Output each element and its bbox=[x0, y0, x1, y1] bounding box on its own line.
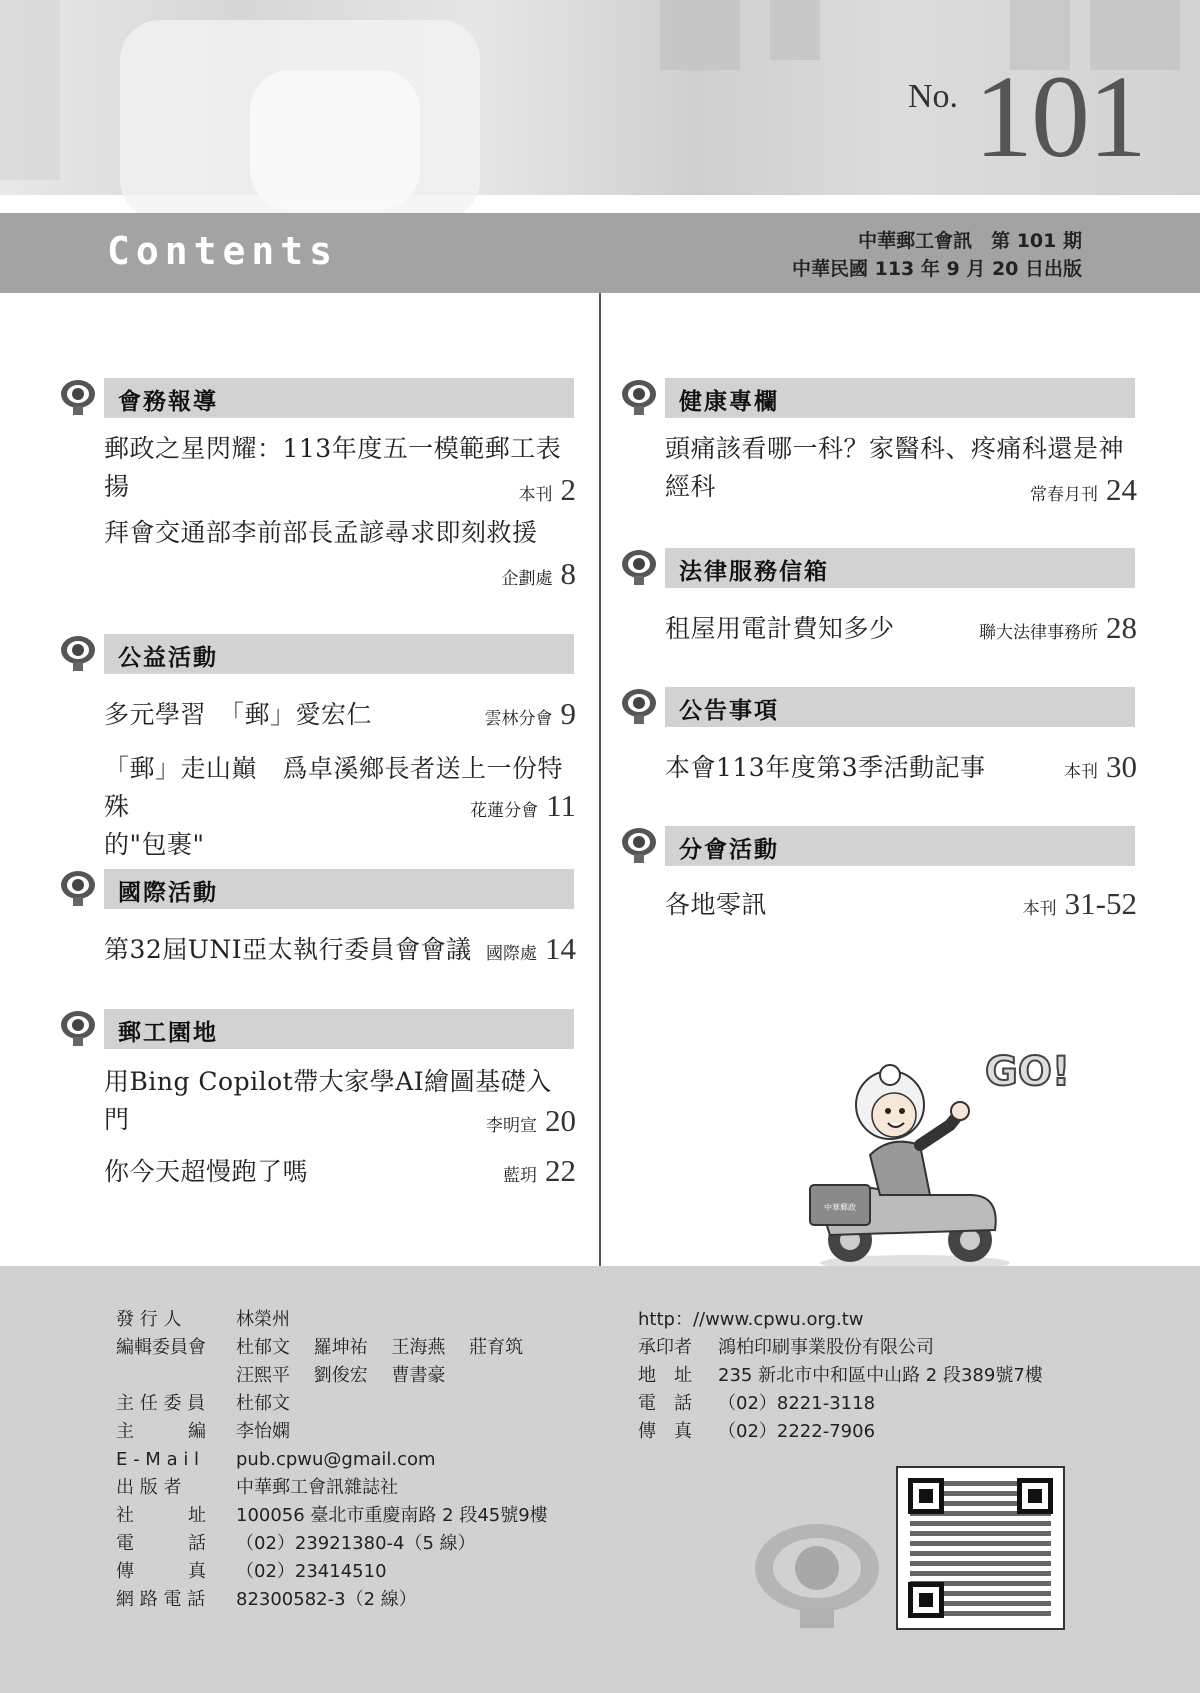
section-header bbox=[60, 869, 580, 909]
article-title: 各地零訊 bbox=[665, 890, 768, 919]
info-value: （02）23921380-4（5 線） bbox=[236, 1533, 476, 1554]
section-heading: 國際活動 bbox=[118, 880, 218, 906]
article-meta bbox=[979, 610, 1137, 646]
article-meta bbox=[470, 788, 576, 824]
article-title: 「郵」走山巔 爲卓溪鄉長者送上一份特殊 bbox=[104, 754, 564, 821]
info-label: E - M a i l bbox=[116, 1449, 200, 1470]
section-heading: 健康專欄 bbox=[679, 389, 779, 415]
article-entry[interactable] bbox=[104, 931, 576, 975]
publisher-info bbox=[116, 1306, 548, 1614]
box-label: 中華郵政 bbox=[824, 1203, 856, 1212]
section-bar bbox=[104, 1009, 574, 1049]
article-title-line2: 的"包裹" bbox=[104, 830, 205, 859]
section-header bbox=[60, 378, 580, 418]
article-meta bbox=[503, 1153, 576, 1189]
issue-no-value: 101 bbox=[974, 51, 1145, 182]
printer-info bbox=[638, 1306, 1043, 1446]
info-value: 235 新北市中和區中山路 2 段389號7樓 bbox=[718, 1365, 1043, 1386]
info-label: 社 址 bbox=[116, 1505, 206, 1526]
info-row bbox=[116, 1502, 548, 1530]
section-header bbox=[60, 634, 580, 674]
article-title: 本會113年度第3季活動記事 bbox=[665, 753, 986, 782]
qr-finder bbox=[908, 1478, 944, 1514]
article-meta bbox=[485, 696, 577, 732]
article-entry[interactable] bbox=[665, 749, 1137, 793]
article-source: 李明宣 bbox=[486, 1116, 537, 1136]
article-page: 11 bbox=[546, 788, 576, 823]
issue-meta-line2: 中華民國 113 年 9 月 20 日出版 bbox=[791, 258, 1082, 280]
article-page: 31-52 bbox=[1064, 886, 1137, 921]
section-bar bbox=[665, 687, 1135, 727]
info-value: 李怡嫻 bbox=[236, 1421, 290, 1442]
union-logo-icon bbox=[752, 1520, 882, 1630]
article-title: 多元學習 「郵」愛宏仁 bbox=[104, 700, 373, 729]
union-logo-icon bbox=[621, 548, 657, 586]
section-postal-garden bbox=[60, 1009, 580, 1188]
info-value: 中華郵工會訊雜誌社 bbox=[236, 1477, 398, 1498]
section-bar bbox=[104, 869, 574, 909]
info-row bbox=[116, 1586, 548, 1614]
article-source: 藍玥 bbox=[503, 1166, 537, 1186]
article-entry[interactable] bbox=[104, 514, 576, 594]
website-link[interactable]: //www.cpwu.org.tw bbox=[692, 1309, 864, 1330]
qr-finder bbox=[1017, 1478, 1053, 1514]
info-label: 傳 真 bbox=[116, 1561, 206, 1582]
article-source: 本刊 bbox=[1022, 899, 1057, 919]
info-label: 傳 真 bbox=[638, 1421, 692, 1442]
article-entry[interactable] bbox=[665, 610, 1137, 654]
issue-no-label: No. bbox=[907, 78, 958, 115]
window-shape bbox=[660, 0, 740, 70]
info-row bbox=[116, 1306, 548, 1334]
issue-meta bbox=[792, 227, 1082, 283]
section-header bbox=[621, 687, 1141, 727]
article-entry[interactable] bbox=[104, 1153, 576, 1197]
info-label: 編輯委員會 bbox=[116, 1337, 206, 1358]
article-entry[interactable] bbox=[665, 430, 1137, 510]
section-bar bbox=[104, 378, 574, 418]
article-source: 國際處 bbox=[486, 944, 537, 964]
union-logo-icon bbox=[621, 826, 657, 864]
section-header bbox=[60, 1009, 580, 1049]
info-label: 發 行 人 bbox=[116, 1309, 182, 1330]
info-row bbox=[638, 1390, 1043, 1418]
article-page: 8 bbox=[560, 556, 576, 591]
info-value: 林榮州 bbox=[236, 1309, 290, 1330]
info-label: 承印者 bbox=[638, 1337, 692, 1358]
info-value: 82300582-3（2 線） bbox=[236, 1589, 417, 1610]
article-entry[interactable] bbox=[104, 696, 576, 740]
info-label: http： bbox=[638, 1309, 693, 1330]
info-row bbox=[638, 1362, 1043, 1390]
union-logo-icon bbox=[621, 687, 657, 725]
qr-code-icon[interactable] bbox=[896, 1466, 1065, 1630]
section-bar bbox=[665, 548, 1135, 588]
article-page: 28 bbox=[1106, 610, 1137, 645]
info-label: 主 任 委 員 bbox=[116, 1393, 206, 1414]
article-meta bbox=[1064, 749, 1137, 785]
union-logo-icon bbox=[60, 1009, 96, 1047]
section-international bbox=[60, 869, 580, 966]
article-page: 2 bbox=[560, 472, 576, 507]
info-value: 鴻柏印刷事業股份有限公司 bbox=[718, 1337, 934, 1358]
info-label: 主 編 bbox=[116, 1421, 206, 1442]
article-source: 本刊 bbox=[518, 485, 553, 505]
info-row bbox=[638, 1306, 1043, 1334]
info-row bbox=[116, 1418, 548, 1446]
column-divider bbox=[599, 293, 601, 1266]
article-meta bbox=[1030, 472, 1137, 508]
info-row bbox=[116, 1446, 548, 1474]
info-row bbox=[116, 1558, 548, 1586]
info-label: 網 路 電 話 bbox=[116, 1589, 206, 1610]
article-entry[interactable] bbox=[104, 1063, 576, 1143]
article-entry[interactable] bbox=[104, 430, 576, 510]
qr-finder bbox=[908, 1582, 944, 1618]
article-meta bbox=[486, 1103, 576, 1139]
article-title: 用Bing Copilot帶大家學AI繪圖基礎入門 bbox=[104, 1067, 552, 1134]
section-heading: 會務報導 bbox=[118, 389, 218, 415]
section-legal bbox=[621, 548, 1141, 645]
issue-number bbox=[907, 51, 1145, 182]
article-source: 常春月刊 bbox=[1030, 485, 1098, 505]
article-title: 頭痛該看哪一科？家醫科、疼痛科還是神經科 bbox=[665, 434, 1125, 501]
go-text: GO! bbox=[985, 1049, 1071, 1095]
section-bar bbox=[665, 826, 1135, 866]
article-title: 第32屆UNI亞太執行委員會會議 bbox=[104, 935, 472, 964]
window-shape bbox=[0, 0, 60, 180]
article-title: 租屋用電計費知多少 bbox=[665, 614, 895, 643]
union-logo-icon bbox=[60, 634, 96, 672]
info-row bbox=[116, 1390, 548, 1418]
info-value: 100056 臺北市重慶南路 2 段45號9樓 bbox=[236, 1505, 548, 1526]
article-entry[interactable] bbox=[665, 886, 1137, 930]
article-title: 郵政之星閃耀：113年度五一模範郵工表揚 bbox=[104, 434, 562, 501]
article-meta bbox=[486, 931, 576, 967]
info-value: （02）23414510 bbox=[236, 1561, 387, 1582]
section-header bbox=[621, 378, 1141, 418]
section-bar bbox=[665, 378, 1135, 418]
article-source: 花蓮分會 bbox=[470, 801, 539, 821]
section-announcements bbox=[621, 687, 1141, 784]
info-label: 電 話 bbox=[116, 1533, 206, 1554]
article-page: 9 bbox=[560, 696, 576, 731]
section-heading: 公益活動 bbox=[118, 645, 218, 671]
info-row bbox=[116, 1530, 548, 1558]
union-logo-icon bbox=[621, 378, 657, 416]
article-entry[interactable] bbox=[104, 750, 576, 859]
article-page: 14 bbox=[545, 931, 576, 966]
info-value: （02）2222-7906 bbox=[718, 1421, 876, 1442]
article-page: 30 bbox=[1106, 749, 1137, 784]
section-charity bbox=[60, 634, 580, 859]
email-link[interactable]: pub.cpwu@gmail.com bbox=[236, 1449, 436, 1470]
union-logo-icon bbox=[60, 378, 96, 416]
section-branch bbox=[621, 826, 1141, 921]
section-heading: 法律服務信箱 bbox=[679, 559, 829, 585]
issue-meta-line1: 中華郵工會訊 第 101 期 bbox=[858, 230, 1082, 252]
article-meta bbox=[502, 556, 577, 592]
bus-shape bbox=[250, 70, 420, 210]
section-news bbox=[60, 378, 580, 591]
info-row bbox=[638, 1334, 1043, 1362]
contents-band bbox=[0, 213, 1200, 293]
section-heading: 分會活動 bbox=[679, 837, 779, 863]
article-page: 20 bbox=[545, 1103, 576, 1138]
info-value: 杜郁文 羅坤祐 王海燕 莊育筑 bbox=[236, 1337, 524, 1358]
article-meta bbox=[1023, 886, 1137, 922]
article-page: 24 bbox=[1106, 472, 1137, 507]
contents-title: Contents bbox=[107, 229, 339, 273]
section-header bbox=[621, 826, 1141, 866]
window-shape bbox=[770, 0, 820, 60]
section-heading: 郵工園地 bbox=[118, 1020, 218, 1046]
article-meta bbox=[519, 472, 577, 508]
info-label bbox=[116, 1362, 236, 1390]
section-health bbox=[621, 378, 1141, 507]
section-heading: 公告事項 bbox=[679, 698, 779, 724]
info-row bbox=[638, 1418, 1043, 1446]
info-value: 汪熙平 劉俊宏 曹書豪 bbox=[236, 1365, 446, 1386]
info-row bbox=[116, 1474, 548, 1502]
article-title: 拜會交通部李前部長孟諺尋求即刻救援 bbox=[104, 518, 538, 547]
info-value: 杜郁文 bbox=[236, 1393, 290, 1414]
info-row bbox=[116, 1334, 548, 1362]
article-source: 雲林分會 bbox=[484, 709, 553, 729]
section-bar bbox=[104, 634, 574, 674]
info-label: 電 話 bbox=[638, 1393, 692, 1414]
article-source: 聯大法律事務所 bbox=[979, 623, 1098, 643]
union-logo-icon bbox=[60, 869, 96, 907]
section-header bbox=[621, 548, 1141, 588]
info-row bbox=[116, 1362, 548, 1390]
article-title: 你今天超慢跑了嗎 bbox=[104, 1157, 309, 1186]
info-value: （02）8221-3118 bbox=[718, 1393, 876, 1414]
article-page: 22 bbox=[545, 1153, 576, 1188]
article-source: 本刊 bbox=[1064, 762, 1098, 782]
info-label: 地 址 bbox=[638, 1365, 692, 1386]
header-photo bbox=[0, 0, 1200, 195]
article-source: 企劃處 bbox=[501, 569, 553, 589]
postman-scooter-illustration bbox=[800, 1045, 1071, 1275]
info-label: 出 版 者 bbox=[116, 1477, 182, 1498]
